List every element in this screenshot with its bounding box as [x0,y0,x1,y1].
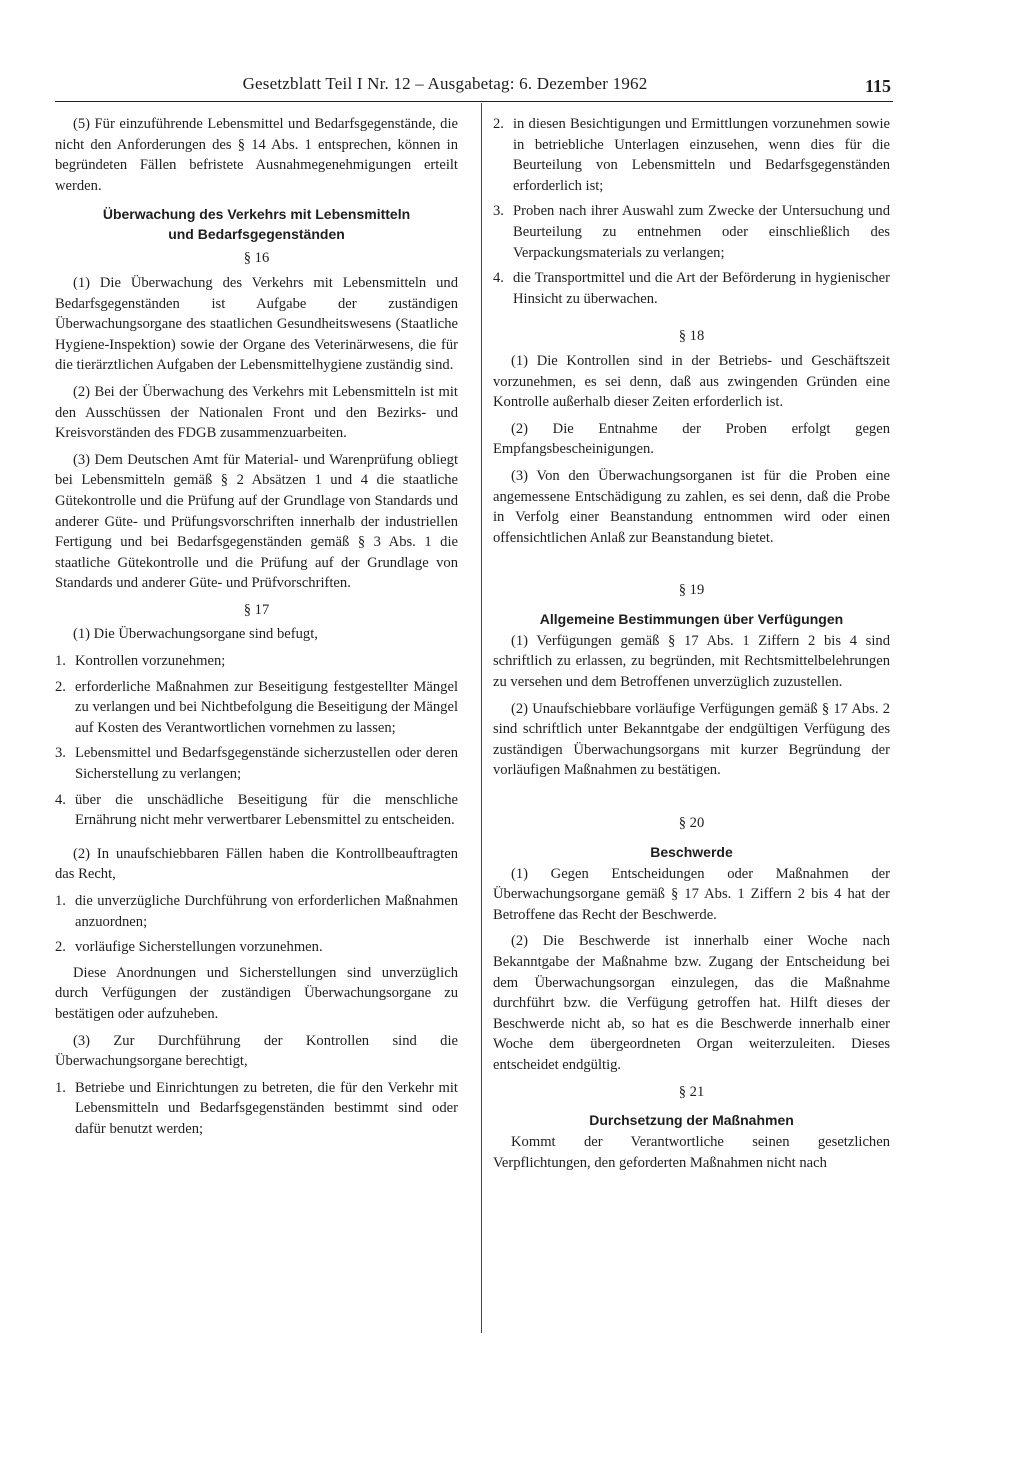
list-item [55,743,458,784]
list-number: 3. [493,203,504,220]
section-17-title: § 17 [243,601,270,618]
section-20-heading: Beschwerde [650,843,733,860]
section-19-paragraph-1: (1) Verfügungen gemäß § 17 Abs. 1 Ziffern 2 bis 4 sind schriftlich zu erlassen, zu begründen, mit Rechtsmittelbelehrungen zu versehen und dem Betroffenen unverzüglich zuzustellen. [493,632,890,691]
page-number: 115 [864,76,891,96]
section-21-paragraph-1: Kommt der Verantwortliche seinen gesetzlichen Verpflichtungen, den geforderten Maßnahmen nicht nach [493,1134,890,1171]
list-item [55,937,458,958]
section-17-paragraph-3: (3) Zur Durchführung der Kontrollen sind die Überwachungsorgane berechtigt, [55,1032,458,1070]
list-text: über die unschädliche Beseitigung für die menschliche Ernährung nicht mehr verwertbarer Lebensmittel zu entscheiden. [75,791,458,829]
list-text: in diesen Besichtigungen und Ermittlungen vorzunehmen sowie in betriebliche Unterlagen einzusehen, wenn dies für die Beurteilung von Lebensmitteln und Bedarfsgegenständen erforderlich ist; [513,116,890,194]
section-17-paragraph-2: (2) In unaufschiebbaren Fällen haben die Kontrollbeauftragten das Recht, [55,845,458,883]
section-21-heading: Durchsetzung der Maßnahmen [589,1112,794,1129]
list-item [493,114,890,196]
section-20-title: § 20 [678,815,705,832]
section-17-paragraph-1: (1) Die Überwachungsorgane sind befugt, [73,626,318,643]
chapter-heading-line-2: und Bedarfsgegenständen [168,226,345,243]
section-20-paragraph-2: (2) Die Beschwerde ist innerhalb einer Woche nach Bekanntgabe der Maßnahme bzw. Zugang der Entscheidung bei dem Überwachungsorgan einzulegen, das die Maßnahme durchführt bzw. die Verfügung getroffen hat. Hilft dieses der Beschwerde nicht ab, so hat es die Beschwerde innerhalb einer Woche dem übergeordneten Organ weiterzuleiten. Dieses entscheidet endgültig. [493,933,890,1073]
list-number: 1. [55,1079,66,1096]
spacer [493,314,890,322]
running-title: Gesetzblatt Teil I Nr. 12 – Ausgabetag: 6. Dezember 1962 [242,74,648,93]
spacer [493,554,890,576]
list-text: Kontrollen vorzunehmen; [75,653,226,670]
list-number: 1. [55,893,66,909]
section-16-paragraph-3: (3) Dem Deutschen Amt für Material- und Warenprüfung obliegt bei Lebensmitteln gemäß § 2 Absätzen 1 und 4 die staatliche Gütekontrolle und die Prüfung auf der Grundlage von Standards und anderer Güte- und Prüfungsvorschriften innerhalb der industriellen Fertigung und bei Bedarfsgegenständen gemäß § 3 Abs. 1 die staatliche Gütekontrolle und die Prüfung auf der Grundlage von Standards und anderer Güte- und Prüfvorschriften. [55,451,458,592]
list-number: 2. [55,678,66,695]
section-18-paragraph-1: (1) Die Kontrollen sind in der Betriebs- und Geschäftszeit vorzunehmen, es sei denn, daß aus zwingenden Gründen eine Kontrolle außerhalb dieser Zeiten erforderlich ist. [493,352,890,411]
header-rule [55,101,893,102]
section-16-paragraph-1: (1) Die Überwachung des Verkehrs mit Lebensmitteln und Bedarfsgegenständen ist Aufgabe der zuständigen Überwachungsorgane des staatlichen Gesundheitswesens (Staatliche Hygiene-Inspektion) sowie der Organe des Veterinärwesens, die für die tierärztlichen Aufgaben der Lebensmittelhygiene zuständig sind. [55,274,458,374]
list-item [55,651,458,672]
section-18-paragraph-2: (2) Die Entnahme der Proben erfolgt gegen Empfangsbescheinigungen. [493,420,890,458]
section-21-title: § 21 [678,1083,705,1100]
list-item [55,677,458,739]
list-number: 2. [493,116,504,132]
section-18-title: § 18 [678,328,705,345]
section-19-title: § 19 [678,582,705,599]
list-text: Proben nach ihrer Auswahl zum Zwecke der Untersuchung und Beurteilung zu entnehmen oder einschließlich des Verpackungsmaterials zu verlangen; [513,203,890,261]
left-column [55,114,458,1145]
list-number: 2. [55,939,66,956]
list-number: 4. [493,270,504,287]
right-column [493,114,890,1179]
list-item [55,891,458,932]
section-16-paragraph-2: (2) Bei der Überwachung des Verkehrs mit Lebensmitteln ist mit den Ausschüssen der Nationalen Front und den Bezirks- und Kreisvorständen des FDGB zusammenzuarbeiten. [55,383,458,442]
paragraph-15-5: (5) Für einzuführende Lebensmittel und Bedarfsgegenstände, die nicht den Anforderungen des § 14 Abs. 1 entsprechen, können in begründeten Fällen befristete Ausnahmegenehmigungen erteilt werden. [55,116,458,194]
spacer [55,836,458,844]
chapter-heading [55,204,458,244]
list-item [55,1078,458,1140]
list-number: 3. [55,745,66,762]
section-20-paragraph-1: (1) Gegen Entscheidungen oder Maßnahmen der Überwachungsorgane gemäß § 17 Abs. 1 Ziffern 2 bis 4 hat der Betroffene das Recht der Beschwerde. [493,865,890,923]
list-text: erforderliche Maßnahmen zur Beseitigung festgestellter Mängel zu verlangen und bei Nichtbefolgung die Beseitigung der Mängel auf Kosten des Verantwortlichen vornehmen zu lassen; [75,678,458,736]
list-number: 4. [55,791,66,808]
list-text: Lebensmittel und Bedarfsgegenstände sicherzustellen oder deren Sicherstellung zu verlangen; [75,745,458,783]
list-text: die unverzügliche Durchführung von erforderlichen Maßnahmen anzuordnen; [75,893,458,930]
list-number: 1. [55,653,66,670]
list-text: Betriebe und Einrichtungen zu betreten, die für den Verkehr mit Lebensmitteln und Bedarfsgegenständen bestimmt sind oder dafür benutzt werden; [75,1079,458,1137]
column-divider [481,103,482,1333]
chapter-heading-line-1: Überwachung des Verkehrs mit Lebensmitteln [102,206,411,223]
section-18-paragraph-3: (3) Von den Überwachungsorganen ist für die Proben eine angemessene Entschädigung zu zahlen, es sei denn, daß die Probe in Verfolg einer Beanstandung entnommen wird oder einen offensichtlichen Anlaß zur Beanstandung bietet. [493,467,890,546]
list-item [493,201,890,263]
section-16-title: § 16 [243,250,270,267]
section-17-paragraph-2b: Diese Anordnungen und Sicherstellungen sind unverzüglich durch Verfügungen der zuständigen Überwachungsorgane zu bestätigen oder aufzuheben. [55,964,458,1022]
page-header [55,74,895,102]
section-19-heading: Allgemeine Bestimmungen über Verfügungen [539,610,844,627]
spacer [493,787,890,809]
list-item [55,790,458,831]
list-text: vorläufige Sicherstellungen vorzunehmen. [75,939,323,956]
section-19-paragraph-2: (2) Unaufschiebbare vorläufige Verfügungen gemäß § 17 Abs. 2 sind schriftlich unter Bekanntgabe der endgültigen Verfügung des zuständigen Überwachungsorgans mit kurzer Begründung der vorläufigen Maßnahmen zu bestätigen. [493,700,890,779]
list-text: die Transportmittel und die Art der Beförderung in hygienischer Hinsicht zu überwachen. [513,270,890,307]
list-item [493,268,890,309]
